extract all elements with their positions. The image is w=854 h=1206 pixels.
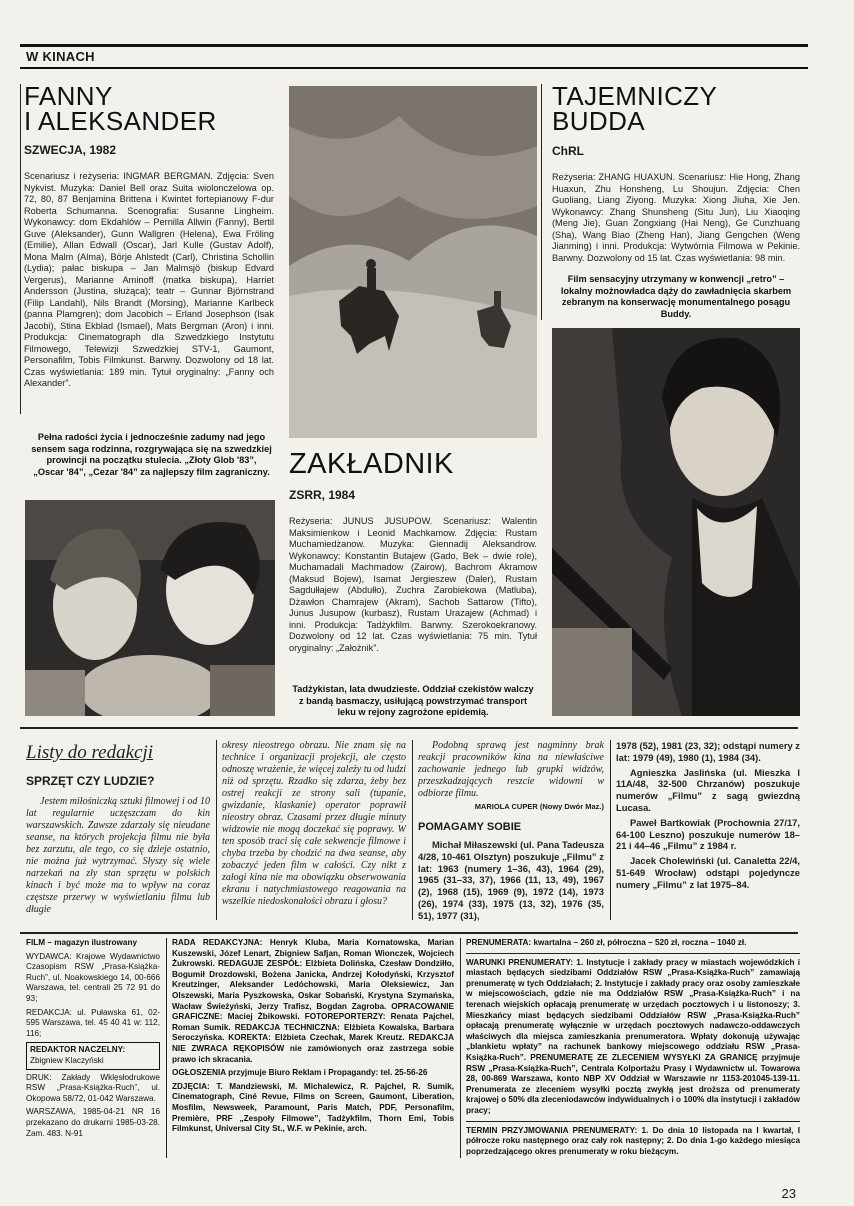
letters-column-1 <box>26 742 210 916</box>
footer-rule <box>20 932 798 934</box>
publisher: WYDAWCA: Krajowe Wydawnictwo Czasopism RSW „Prasa-Książka-Ruch”, ul. Noakowskiego 14, 00-666 Warszawa, tel. centrali 25 72 91 do 93; <box>26 951 160 1003</box>
letter-heading: SPRZĘT CZY LUDZIE? <box>26 774 155 788</box>
film-credits: Reżyseria: JUNUS JUSUPOW. Scenariusz: Walentin Maksimienkow i Leonid Machkamow. Zdjęcia: Rustam Muchamiedżanow. Muzyka: Giennadij Aleksandrow. Wykonawcy: Konstantin Butajew (Gado, Bek – dwie role), Muchamadali Machmadow (Zairow), Bachrom Akramow (Maksud Bojew), Isamat Jergieszew (Daler), Rustam Sagdułłajew (Abdułło), Zuchra Zarobiekowa (Matluba), Dżawłon Chamrajew (Akram), Sachob Sattarow (Tifto), Junus Jusupow (kurbasz), Rustam Urazajew (Achmad) i inni. Produkcja: Tadżykfilm. Barwny. Szerokoekranowy. Dozwolony od 12 lat. Czas wyświetlania: 75 min. Tytuł oryginalny: „Założnik”. <box>289 516 537 653</box>
footer-imprint <box>26 938 160 1142</box>
film-title: FANNY I ALEKSANDER <box>24 81 217 136</box>
section-rule <box>20 67 808 69</box>
subscription-conditions: WARUNKI PRENUMERATY: 1. Instytucje i zakłady pracy w miastach wojewódzkich i miastach będących siedzibami Oddziałów RSW „Prasa-Książka-Ruch” zamawiają prenumeratę w tych Oddziałach; 2. Instytucje i zakłady pracy oraz osoby zamieszkałe w miejscowościach, gdzie nie ma Oddziałów RSW „Prasa-Książka-Ruch” i na terenach wiejskich opłacają prenumeratę w urzędach pocztowych i u listonoszy; 3. Mieszkańcy miast będących siedzibami Oddziałów RSW „Prasa-Książka-Ruch” opłacają prenumeratę wyłącznie w urzędach pocztowych nadawczo-oddawczych właściwych dla miejsca zamieszkania prenumeratora. Wpłaty dokonują używając „blankietu wpłaty” na rachunek bankowy miejscowego oddziału RSW „Prasa-Książka-Ruch”. PRENUMERATĘ ZE ZLECENIEM WYSYŁKI ZA GRANICĘ przyjmuje RSW „Prasa-Książka-Ruch”, Centrala Kolportażu Prasy i Wydawnictw ul. Towarowa 28, 00-869 Warszawa, konto NBP XV Oddział w Warszawie nr 1153-201045-139-11. Prenumerata ze zleceniem wysyłki pocztą zwykłą jest droższa od prenumeraty krajowej o 50% dla zleceniodawców indywidualnych i o 100% dla instytucji i zakładów pracy; <box>466 957 800 1115</box>
review-budda <box>552 81 800 320</box>
section-rule <box>20 727 798 729</box>
women-image-icon <box>25 500 275 716</box>
photo-zakladnik <box>289 86 537 438</box>
subscription-deadline: TERMIN PRZYJMOWANIA PRENUMERATY: 1. Do dnia 10 listopada na I kwartał, I półrocze roku następnego oraz cały rok następny; 2. Do dnia 1-go każdego miesiąca poprzedzającego okres prenumeraty w roku bieżącym. <box>466 1125 800 1156</box>
printer: DRUK: Zakłady Wklęsłodrukowe RSW „Prasa-Książka-Ruch”, ul. Okopowa 58/72, 01-042 Warszawa. <box>26 1072 160 1103</box>
section-label: W KINACH <box>26 49 95 64</box>
film-title: ZAKŁADNIK <box>289 448 454 480</box>
letter-text: Podobną sprawą jest nagminny brak reakcji pracowników kina na niewłaściwe zachowanie jednego lub grupki widzów, przeszkadzających reszcie widowni w odbiorze filmu. <box>418 740 604 799</box>
review-zakladnik <box>289 448 537 654</box>
letter-text: okresy nieostrego obrazu. Nie znam się na technice i organizacji projekcji, ale często odnoszę wrażenie, że więcej zależy tu od ludzi niż od sprzętu. Rzadko się zdarza, żeby bez ostrej reakcji ze strony sali (tupanie, gwizdanie, klaskanie) operator poprawił nieostry obraz. Czasami przez długie minuty widzowie nie mogą doczekać się poprawy. W ten sposób traci się całe sekwencje filmowe i chyba trzeba by chodzić na dwa seanse, aby zobaczyć jeden film w całości. Czy nikt z załogi kina nie ma obowiązku obserwowania ekranu i natychmiastowego reagowania na wszelkie niedoskonałości obrazu i głosu? <box>222 740 406 907</box>
letter-text: Jestem miłośniczką sztuki filmowej i od 10 lat regularnie uczęszczam do kin warszawskich. Zawsze zdarzały się nieudane seanse, na których projekcja filmu nie była bez zarzutu, ale tego, co się dzieje ostatnio, nie można już wytrzymać. Słyszy się wiele narzekań na zły stan sprzętu w polskich kinach i być może ma to wpływ na coraz częstsze przerwy w wyświetlaniu filmu lub długie <box>26 796 210 915</box>
letters-title: Listy do redakcji <box>26 742 153 763</box>
letters-column-4 <box>616 740 800 894</box>
film-title: TAJEMNICZY BUDDA <box>552 81 718 136</box>
film-credits: Reżyseria: ZHANG HUAXUN. Scenariusz: Hie Hong, Zhang Huaxun, Zhu Honsheng, Lu Shoujun. Zdjęcia: Chen Guoliang, Liang Ziyong. Muzyka: Xiong Jiuha, Xie Jen. Wykonawcy: Zhang Shunsheng (Situ Jun), Liu Xiaoqing (Meng Jie), Guan Zongxiang (Hai Neng), Ge Cunzhuang (Sha), Wang Biao (Zheng Han), Jiang Gengchen (Weng Jianming) i inni. Produkcja: Wytwórnia Filmowa w Pekinie. Barwny. Dozwolony od 15 lat. Czas wyświetlania: 98 min. <box>552 172 800 263</box>
editorial-address: REDAKCJA: ul. Puławska 61, 02-595 Warszawa, tel. 45 40 41 w: 112, 116; <box>26 1007 160 1038</box>
column-rule <box>610 740 611 920</box>
column-rule <box>166 938 167 1158</box>
film-country: ZSRR, 1984 <box>289 488 356 502</box>
review-fanny <box>24 81 274 390</box>
column-rule <box>460 938 461 1158</box>
editorial-board: RADA REDAKCYJNA: Henryk Kluba, Maria Kornatowska, Marian Kuszewski, Józef Lenart, Zbigniew Safjan, Roman Wionczek, Wojciech Żukrowski. REDAGUJE ZESPÓŁ: Elżbieta Dolińska, Czesław Dondziłło, Bogumił Drozdowski, Bożena Janicka, Andrzej Kołodyński, Krzysztof Kreutzinger, Aleksander Ledóchowski, Maria Oleksiewicz, Jan Olszewski, Maria Pyszkowska, Oskar Sobański, Krystyna Szymańska, Wacław Świeżyński, Jerzy Trafisz, Bogdan Zagroba. OPRACOWANIE GRAFICZNE: Maciej Żbikowski. FOTOREPORTERZY: Renata Pajchel, Roman Sumik. REDAKCJA TECHNICZNA: Elżbieta Kowalska, Barbara Seroczyńska. KOREKTA: Elżbieta Czechak, Marek Kreutz. REDAKCJA NIE ZWRACA RĘKOPISÓW nie zamówionych oraz zastrzega sobie prawo ich skracania. <box>172 938 454 1064</box>
footer-board <box>172 938 454 1138</box>
column-rule <box>216 740 217 920</box>
subscription-prices: PRENUMERATA: kwartalna – 260 zł, półroczna – 520 zł, roczna – 1040 zł. <box>466 938 747 947</box>
film-lead: Film sensacyjny utrzymany w konwencji „retro” – lokalny możnowładca dąży do zawładnięcia skarbem zebranym na konserwację monumentalnego posągu Buddy. <box>560 274 792 319</box>
left-rule <box>20 84 21 414</box>
help-heading: POMAGAMY SOBIE <box>418 821 522 833</box>
film-country: ChRL <box>552 144 584 158</box>
ads-info: OGŁOSZENIA przyjmuje Biuro Reklam i Propagandy: tel. 25-56-26 <box>172 1068 428 1078</box>
photo-credits: ZDJĘCIA: T. Mandziewski, M. Michalewicz, R. Pajchel, R. Sumik, Cinematograph, Ciné Revue, Films on Screen, Gaumont, Liberation, Mosfilm, Newsweek, Paramount, Paris Match, PDF, Personafilm, Première, PRF „Zespoły Filmowe”, Tadżykfilm, Thorn Emi, Tobis Filmkunst, Universal City St., W.F. w Pekinie, arch. <box>172 1081 454 1134</box>
riders-image-icon <box>289 86 537 438</box>
editor-box: REDAKTOR NACZELNY: Zbigniew Klaczyński <box>26 1042 160 1069</box>
help-text: 1978 (52), 1981 (23, 32); odstąpi numery z lat: 1979 (49), 1980 (1), 1984 (34). Agnieszka Jaslińska (ul. Mieszka I 11A/48, 32-500 Chrzanów) poszukuje numerów „Filmu” z sagą gwiezdną Lucasa. Paweł Bartkowiak (Prochownia 27/17, 64-100 Leszno) poszukuje numerów 18–21 i 44–46 „Filmu” z 1984 r. Jacek Cholewiński (ul. Canaletta 22/4, 51-649 Wrocław) odstąpi pojedyncze numery „Filmu” z lat 1975–84. <box>616 740 800 890</box>
film-country: SZWECJA, 1982 <box>24 143 117 157</box>
film-credits: Scenariusz i reżyseria: INGMAR BERGMAN. Zdjęcia: Sven Nykvist. Muzyka: Daniel Bell oraz Suita wiolonczelowa op. 72, 80, 87 Benjamina Brittena i Kwintet fortepianowy F-dur Roberta Schumanna. Scenografia: Susanne Lingheim. Wykonawcy: dom Ekdahlów – Pernilla Allwin (Fanny), Bertil Guve (Aleksander), Gunn Wallgren (Helena), Ewa Fröling (Emilie), Allan Edwall (Oscar), Jarl Kulle (Gustav Adolf), Mona Malm (Alma), Börje Ahlstedt (Carl), Christina Schollin (Lydia); pałac biskupa – Jan Malmsjö (biskup Edvard Vergerus), Marianne Aminoff (matka biskupa), Harriet Andersson (Justina, służąca); teatr – Gunnar Björnstrand (Filip Landahl), Nils Brandt (Morsing), Marianne Karlbeck (panna Plamgren); dom Jacobich – Erland Josephson (Isak Jacobi), Stina Ekblad (Ismael), Mats Bergman (Aron) i inni. Produkcja: Cinematograph dla Szwedzkiego Instytutu Filmowego, Telewizji Szwedzkiej STV-1, Gaumont, Personafilm, Tobis Filmkunst. Barwny. Dozwolony od 18 lat. Czas wyświetlania: 189 min. Tytuł oryginalny: „Fanny och Alexander”. <box>24 171 274 388</box>
woman-image-icon <box>552 328 800 716</box>
column-rule <box>541 84 542 320</box>
footer-subscription <box>466 938 800 1160</box>
film-lead: Tadżykistan, lata dwudzieste. Oddział czekistów walczy z bandą basmaczy, usiłującą powstrzymać transport leku w rejony zagrożone epidemią. <box>292 684 534 717</box>
letters-column-2 <box>222 740 406 908</box>
page-number: 23 <box>781 1186 796 1201</box>
photo-fanny <box>25 500 275 716</box>
letters-column-3 <box>418 740 604 925</box>
letter-signature: MARIOLA CUPER (Nowy Dwór Maz.) <box>474 802 604 811</box>
help-text: Michał Miłaszewski (ul. Pana Tadeusza 4/28, 10-461 Olsztyn) poszukuje „Filmu” z lat: 1963 (numery 1–36, 43), 1964 (29), 1965 (31–33, 37), 1966 (11, 13, 49), 1967 (2), 1968 (15), 1969 (9), 1972 (14), 1973 (26), 1974 (33), 1975 (13, 32), 1976 (35, 51), 1977 (31), <box>418 839 604 921</box>
photo-budda <box>552 328 800 716</box>
magazine-name: FILM – magazyn ilustrowany <box>26 938 138 947</box>
top-rule <box>20 44 808 47</box>
column-rule <box>412 740 413 920</box>
issue-date: WARSZAWA, 1985-04-21 NR 16 przekazano do drukarni 1985-03-28. Zam. 483. N-91 <box>26 1107 160 1138</box>
film-lead: Pełna radości życia i jednocześnie zadumy nad jego sensem saga rodzinna, rozgrywająca się na szwedzkiej prowincji na początku stulecia. „Złoty Glob '83”, „Oscar '84”, „Cezar '84” za najlepszy film zagraniczny. <box>31 432 272 477</box>
